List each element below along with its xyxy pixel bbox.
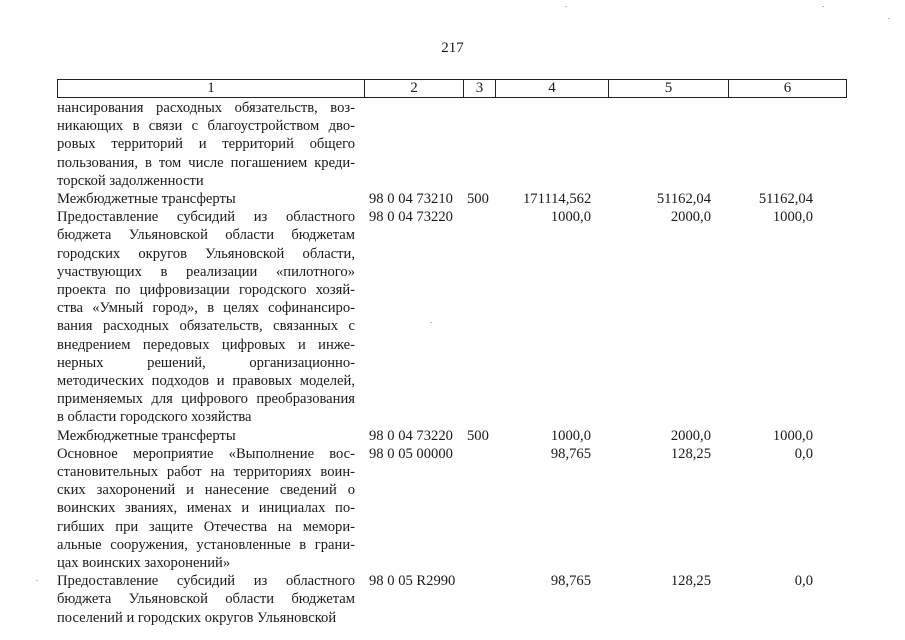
column-header-table: [57, 79, 847, 98]
budget-code: 98 0 04 73220: [369, 209, 453, 226]
value-col-6: 51162,04: [758, 191, 813, 208]
column-header-1: 1: [58, 80, 365, 98]
column-header-4: 4: [496, 80, 609, 98]
value-col-5: 2000,0: [670, 427, 711, 444]
description-line: в области городского хозяйства: [57, 409, 252, 426]
column-header-3: 3: [464, 80, 496, 98]
column-header-2: 2: [365, 80, 464, 98]
page-number: 217: [441, 40, 464, 56]
value-col-6: 1000,0: [772, 427, 813, 444]
row-description: [57, 427, 355, 445]
description-line: ства «Умный город», в целях софинансиро-: [57, 300, 355, 317]
row-description: [57, 190, 355, 208]
table-row: [57, 190, 847, 208]
description-line: нерных решений, организационно-: [57, 354, 355, 371]
description-line: проекта по цифровизации городского хозяй-: [57, 282, 355, 299]
column-header-5: 5: [609, 80, 729, 98]
value-col-6: 0,0: [794, 573, 813, 590]
table-row: [57, 445, 847, 572]
description-line: Межбюджетные трансферты: [57, 191, 236, 208]
value-col-5: 51162,04: [656, 191, 711, 208]
description-line: гибших при защите Отечества на мемори-: [57, 518, 355, 535]
description-line: торской задолженности: [57, 172, 204, 189]
expense-type: 500: [467, 191, 489, 208]
description-line: Предоставление субсидий из областного: [57, 209, 355, 226]
budget-code: 98 0 04 73220: [369, 427, 453, 444]
description-line: альные сооружения, установленные в грани-: [57, 536, 355, 553]
description-line: внедрением передовых цифровых и инже-: [57, 336, 355, 353]
budget-code: 98 0 04 73210: [369, 191, 453, 208]
budget-table-body: [57, 99, 847, 627]
description-line: никающих в связи с благоустройством дво-: [57, 118, 355, 135]
value-col-6: 0,0: [794, 445, 813, 462]
column-header-6: 6: [729, 80, 847, 98]
description-line: нансирования расходных обязательств, воз-: [57, 100, 355, 116]
description-line: применяемых для цифрового преобразования: [57, 391, 355, 408]
description-line: бюджета Ульяновской области бюджетам: [57, 591, 355, 608]
expense-type: 500: [467, 427, 489, 444]
description-line: вания расходных обязательств, связанных с: [57, 318, 355, 335]
value-col-4: 1000,0: [550, 209, 591, 226]
table-row: [57, 427, 847, 445]
value-col-4: 98,765: [550, 573, 591, 590]
value-col-5: 2000,0: [670, 209, 711, 226]
description-line: поселений и городских округов Ульяновской: [57, 609, 337, 626]
description-line: городских округов Ульяновской области,: [57, 245, 355, 262]
table-row: [57, 99, 847, 190]
budget-code: 98 0 05 R2990: [369, 573, 456, 590]
description-line: Межбюджетные трансферты: [57, 427, 236, 444]
description-line: бюджета Ульяновской области бюджетам: [57, 227, 355, 244]
description-line: Основное мероприятие «Выполнение вос-: [57, 445, 355, 462]
description-line: становительных работ на территориях воин-: [57, 464, 355, 481]
row-description: [57, 572, 355, 627]
value-col-4: 1000,0: [550, 427, 591, 444]
description-line: методических подходов и правовых моделей,: [57, 373, 355, 390]
row-description: [57, 445, 355, 572]
description-line: пользования, в том числе погашением креди-: [57, 154, 355, 171]
value-col-5: 128,25: [670, 573, 711, 590]
description-line: ровых территорий и территорий общего: [57, 136, 355, 153]
table-row: [57, 208, 847, 426]
value-col-5: 128,25: [670, 445, 711, 462]
description-line: цах воинских захоронений»: [57, 555, 231, 572]
value-col-4: 171114,562: [523, 191, 592, 208]
row-description: [57, 99, 355, 190]
description-line: воинских званиях, именах и инициалах по-: [57, 500, 355, 517]
row-description: [57, 208, 355, 426]
description-line: участвующих в реализации «пилотного»: [57, 263, 355, 280]
budget-code: 98 0 05 00000: [369, 445, 453, 462]
value-col-4: 98,765: [550, 445, 591, 462]
table-row: [57, 572, 847, 627]
description-line: Предоставление субсидий из областного: [57, 573, 355, 590]
value-col-6: 1000,0: [772, 209, 813, 226]
description-line: ских захоронений и нанесение сведений о: [57, 482, 355, 499]
